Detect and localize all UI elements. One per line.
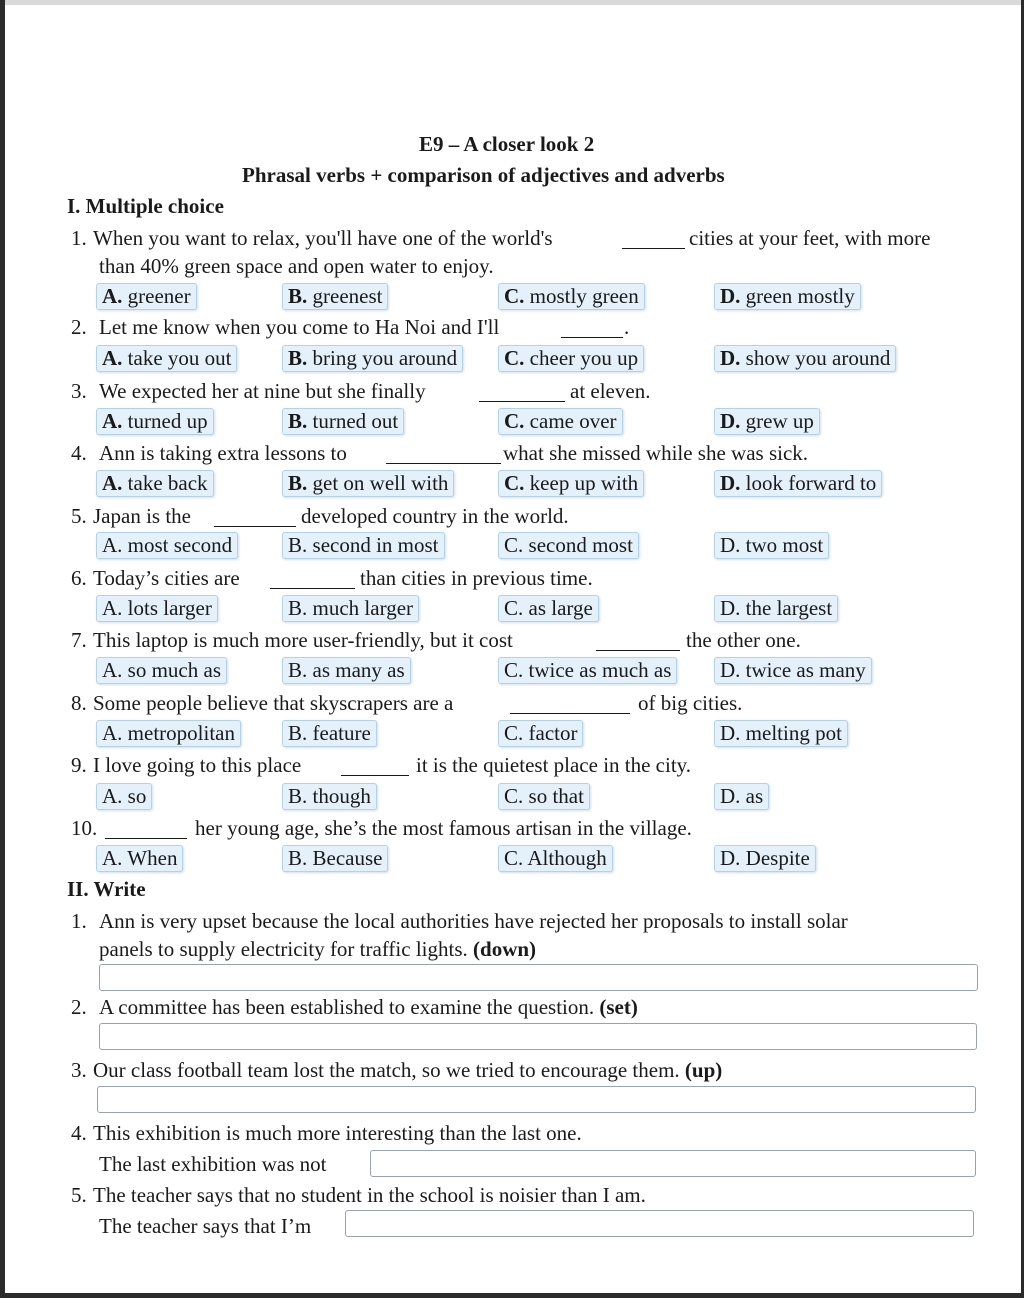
option-d[interactable] [714,408,820,435]
option-letter: A. [102,784,123,808]
answer-input-1[interactable] [99,964,978,991]
option-a[interactable] [96,283,197,310]
question-text: Japan is the [93,504,191,528]
question-text: . [624,315,630,339]
option-letter: B. [288,846,308,870]
option-letter: C. [504,658,524,682]
question-number: 2. [71,315,87,339]
option-b[interactable] [282,720,377,747]
option-text: lots larger [127,596,212,620]
answer-blank [386,441,501,464]
option-letter: B. [288,784,308,808]
option-text: two most [745,533,824,557]
question-text: cities at your feet, with more [689,226,931,250]
option-text: take back [127,471,208,495]
option-letter: D. [720,846,741,870]
option-letter: B. [288,533,308,557]
option-letter: C. [504,596,524,620]
question-number: 3. [71,379,87,403]
question-text: than cities in previous time. [360,566,593,590]
option-letter: C. [504,346,525,370]
option-letter: A. [102,721,123,745]
option-letter: B. [288,596,308,620]
option-c[interactable] [498,595,599,622]
option-a[interactable] [96,408,214,435]
option-b[interactable] [282,783,377,810]
option-d[interactable] [714,283,861,310]
hint-word: (up) [684,1058,723,1082]
option-text: melting pot [745,721,842,745]
option-letter: B. [288,471,308,495]
option-b[interactable] [282,595,419,622]
hint-word: (set) [599,995,638,1019]
option-c[interactable] [498,657,677,684]
option-d[interactable] [714,657,872,684]
option-text: metropolitan [127,721,235,745]
option-text: as many as [312,658,405,682]
option-text: Despite [745,846,810,870]
option-text: so much as [127,658,221,682]
question-number: 4. [71,1121,87,1145]
option-letter: A. [102,284,123,308]
option-letter: B. [288,658,308,682]
question-text: Ann is taking extra lessons to [99,441,347,465]
question-text: Some people believe that skyscrapers are a [93,691,454,715]
option-b[interactable] [282,657,411,684]
option-letter: D. [720,284,741,308]
answer-input-2[interactable] [99,1023,977,1050]
question-number: 10. [71,816,98,840]
page-frame-top [0,0,1024,5]
question-number: 7. [71,628,87,652]
option-text: keep up with [529,471,639,495]
option-text: twice as much as [528,658,672,682]
option-d[interactable] [714,532,829,559]
option-letter: D. [720,533,741,557]
question-text: I love going to this place [93,753,302,777]
option-c[interactable] [498,532,639,559]
option-a[interactable] [96,783,152,810]
answer-blank [622,226,685,249]
answer-blank [214,504,296,527]
option-letter: C. [504,846,524,870]
option-c[interactable] [498,470,644,497]
option-c[interactable] [498,345,644,372]
question-text: Let me know when you come to Ha Noi and I'll [99,315,500,339]
option-text: feature [312,721,371,745]
option-letter: C. [504,533,524,557]
option-text: bring you around [312,346,458,370]
option-a[interactable] [96,470,214,497]
option-text: turned out [312,409,399,433]
answer-blank [561,315,623,338]
option-d[interactable] [714,470,882,497]
question-text: This laptop is much more user-friendly, but it cost [93,628,513,652]
option-a[interactable] [96,532,238,559]
answer-blank [105,816,187,839]
option-letter: D. [720,784,741,808]
option-letter: D. [720,409,741,433]
option-c[interactable] [498,720,583,747]
option-text: show you around [745,346,891,370]
option-d[interactable] [714,595,838,622]
answer-prompt: The teacher says that I’m [99,1214,312,1238]
option-d[interactable] [714,720,848,747]
option-text: so that [528,784,584,808]
option-letter: B. [288,409,308,433]
question-text: Ann is very upset because the local authorities have rejected her proposals to install solar [99,909,848,933]
option-letter: A. [102,409,123,433]
option-letter: D. [720,471,741,495]
option-text: Although [527,846,607,870]
option-text: though [312,784,371,808]
option-letter: A. [102,846,123,870]
option-text: green mostly [745,284,855,308]
section-heading-multiple-choice: I. Multiple choice [67,194,224,218]
option-text: the largest [745,596,833,620]
option-text: twice as many [745,658,866,682]
answer-blank [341,753,409,776]
question-text: her young age, she’s the most famous artisan in the village. [195,816,692,840]
option-b[interactable] [282,408,404,435]
question-text: the other one. [686,628,801,652]
answer-blank [596,628,680,651]
option-b[interactable] [282,532,445,559]
option-letter: C. [504,721,524,745]
option-c[interactable] [498,283,645,310]
option-text: much larger [312,596,414,620]
answer-input-3[interactable] [97,1086,976,1113]
question-number: 9. [71,753,87,777]
answer-blank [510,691,630,714]
option-text: as large [528,596,593,620]
page-frame-bottom [0,1293,1024,1298]
question-text [99,936,536,962]
question-text: This exhibition is much more interesting than the last one. [93,1121,582,1145]
question-number: 5. [71,504,87,528]
option-letter: A. [102,533,123,557]
answer-blank [479,379,565,402]
question-number: 8. [71,691,87,715]
option-a[interactable] [96,595,218,622]
question-text: at eleven. [570,379,651,403]
option-letter: D. [720,346,741,370]
question-text: When you want to relax, you'll have one of the world's [93,226,553,250]
answer-input-4[interactable] [370,1150,976,1177]
option-a[interactable] [96,845,183,872]
option-a[interactable] [96,657,227,684]
question-number: 1. [71,909,87,933]
question-number: 2. [71,995,87,1019]
question-text: it is the quietest place in the city. [416,753,692,777]
option-text: factor [528,721,578,745]
option-c[interactable] [498,408,623,435]
option-a[interactable] [96,345,237,372]
option-text: turned up [127,409,208,433]
option-text: grew up [745,409,814,433]
option-b[interactable] [282,345,463,372]
option-letter: A. [102,471,123,495]
question-number: 4. [71,441,87,465]
question-text-line1: Our class football team lost the match, so we tried to encourage them. [93,1058,680,1082]
hint-word: (down) [473,937,537,961]
option-d[interactable] [714,345,896,372]
page-subtitle: Phrasal verbs + comparison of adjectives and adverbs [242,163,725,187]
page-frame-left [0,0,5,1298]
option-text: look forward to [745,471,877,495]
option-text: get on well with [312,471,449,495]
question-text [93,1057,722,1083]
question-number: 5. [71,1183,87,1207]
question-number: 1. [71,226,87,250]
page-title: E9 – A closer look 2 [419,132,595,156]
option-text: came over [529,409,617,433]
option-letter: C. [504,284,525,308]
option-letter: A. [102,596,123,620]
option-text: second most [528,533,633,557]
question-number: 3. [71,1058,87,1082]
question-text [99,994,638,1020]
option-text: greenest [312,284,383,308]
question-text: developed country in the world. [301,504,569,528]
option-c[interactable] [498,845,613,872]
option-letter: B. [288,284,308,308]
answer-prompt: The last exhibition was not [99,1152,327,1176]
option-text: take you out [127,346,232,370]
question-text-line2: panels to supply electricity for traffic lights. [99,937,468,961]
option-d[interactable] [714,783,769,810]
answer-blank [270,566,355,589]
option-text: mostly green [529,284,639,308]
question-text: We expected her at nine but she finally [99,379,426,403]
option-text: cheer you up [529,346,639,370]
option-text: so [127,784,147,808]
option-text: Because [312,846,383,870]
option-text: greener [127,284,191,308]
option-letter: D. [720,721,741,745]
option-b[interactable] [282,470,454,497]
option-text: second in most [312,533,439,557]
option-letter: C. [504,471,525,495]
option-text: most second [127,533,233,557]
option-letter: D. [720,658,741,682]
question-text: what she missed while she was sick. [503,441,809,465]
option-b[interactable] [282,845,388,872]
option-letter: C. [504,784,524,808]
question-text: The teacher says that no student in the school is noisier than I am. [93,1183,646,1207]
question-text-line1: A committee has been established to examine the question. [99,995,595,1019]
option-letter: A. [102,346,123,370]
question-number: 6. [71,566,87,590]
option-letter: D. [720,596,741,620]
option-d[interactable] [714,845,816,872]
question-text: Today’s cities are [93,566,240,590]
option-letter: B. [288,346,308,370]
answer-input-5[interactable] [345,1210,974,1237]
option-b[interactable] [282,283,388,310]
option-a[interactable] [96,720,241,747]
option-letter: A. [102,658,123,682]
option-c[interactable] [498,783,590,810]
option-text: When [127,846,178,870]
option-letter: B. [288,721,308,745]
section-heading-write: II. Write [67,877,146,901]
question-text: of big cities. [638,691,743,715]
option-letter: C. [504,409,525,433]
question-text: than 40% green space and open water to enjoy. [99,254,494,278]
option-text: as [745,784,764,808]
